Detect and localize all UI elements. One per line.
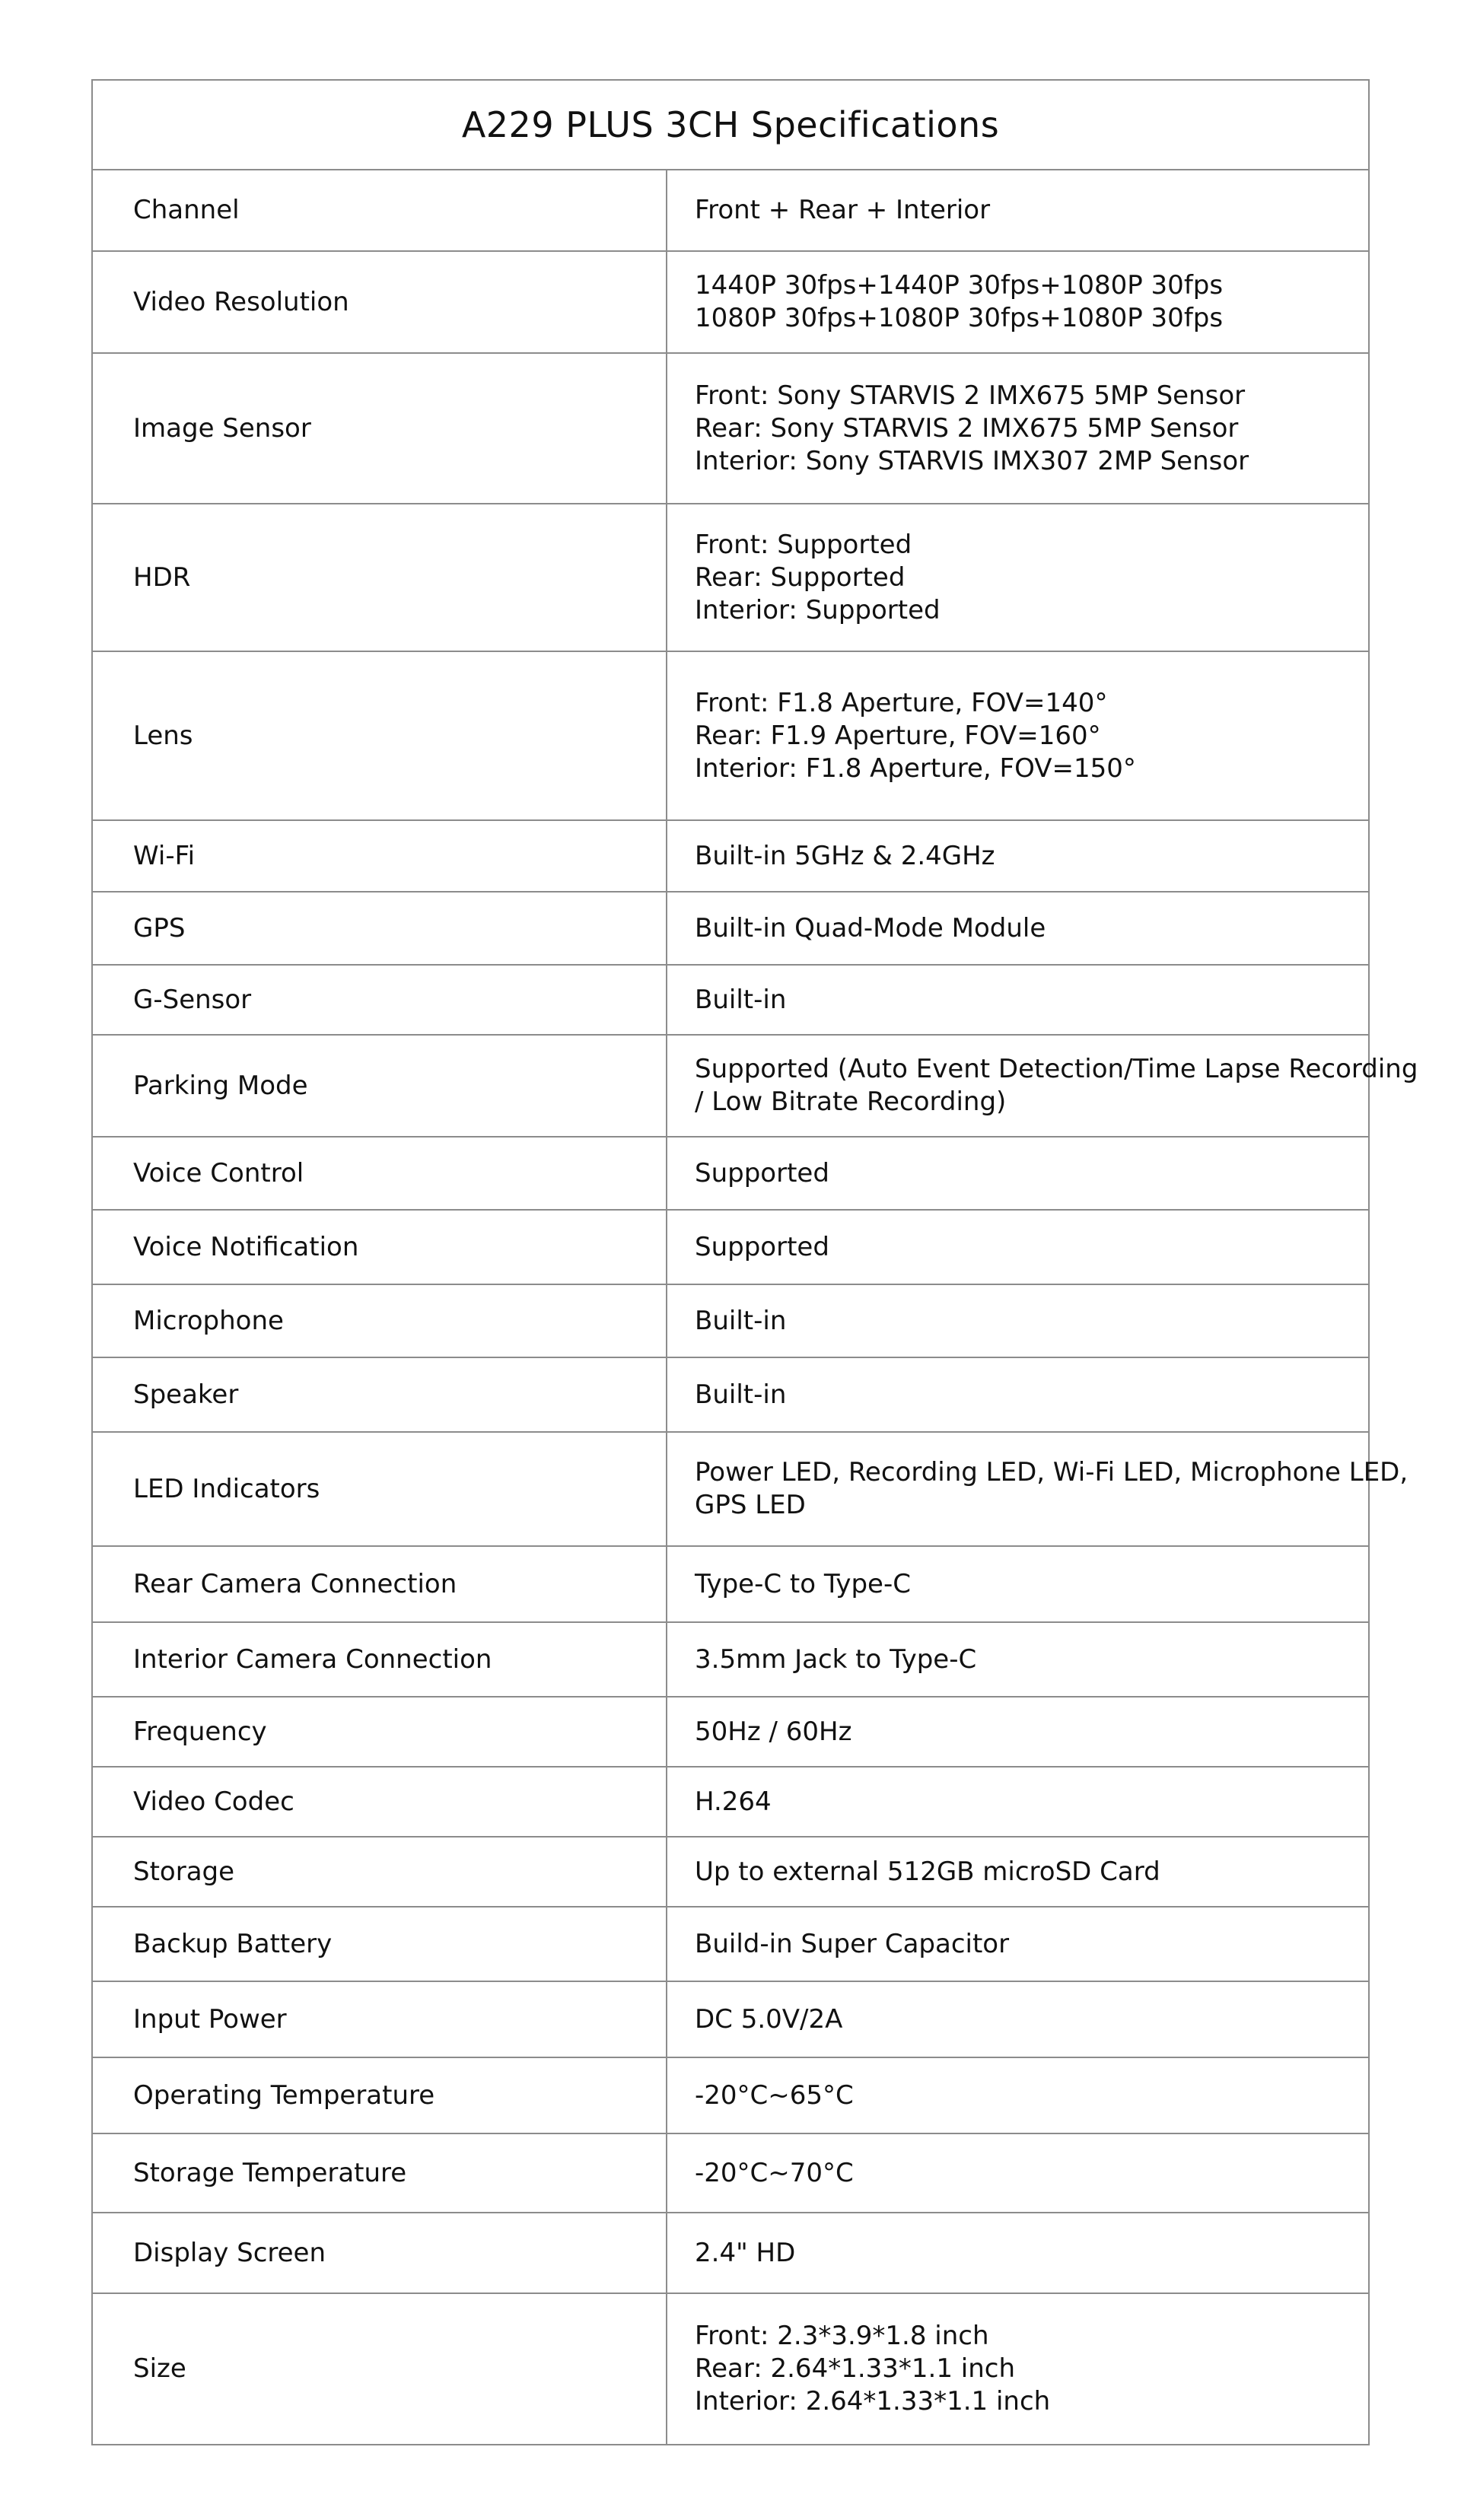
spec-value-line: Supported	[695, 1157, 829, 1188]
table-row	[93, 1981, 1368, 2057]
spec-label: Parking Mode	[93, 1035, 667, 1137]
spec-value	[667, 2293, 1368, 2444]
spec-sheet	[91, 79, 1418, 2445]
spec-value-line: Built-in	[695, 1305, 787, 1336]
table-row	[93, 1035, 1368, 1137]
spec-label: Frequency	[93, 1697, 667, 1767]
spec-value-line: Front: Supported	[695, 529, 912, 560]
spec-value-line: Front: 2.3*3.9*1.8 inch	[695, 2321, 989, 2351]
page-title: A229 PLUS 3CH Specifications	[93, 81, 1368, 170]
spec-label: Voice Notification	[93, 1210, 667, 1284]
spec-value-line: Supported	[695, 1231, 829, 1262]
spec-label: Display Screen	[93, 2213, 667, 2293]
spec-value-line: Interior: F1.8 Aperture, FOV=150°	[695, 752, 1136, 784]
spec-label: Storage Temperature	[93, 2133, 667, 2213]
spec-value	[667, 1432, 1408, 1546]
spec-value-line: DC 5.0V/2A	[695, 2003, 843, 2035]
spec-value	[667, 2057, 1368, 2133]
table-row	[93, 353, 1368, 504]
spec-value	[667, 1697, 1368, 1767]
spec-value	[667, 1137, 1368, 1210]
spec-value-line: Rear: 2.64*1.33*1.1 inch	[695, 2353, 1016, 2384]
spec-value-line: 1440P 30fps+1440P 30fps+1080P 30fps	[695, 270, 1224, 301]
spec-value-line: -20°C~70°C	[695, 2157, 854, 2188]
table-row	[93, 965, 1368, 1035]
spec-value	[667, 1907, 1368, 1981]
spec-value	[667, 2213, 1368, 2293]
spec-value-line: Rear: F1.9 Aperture, FOV=160°	[695, 720, 1101, 751]
spec-value	[667, 1284, 1368, 1357]
spec-label: LED Indicators	[93, 1432, 667, 1546]
spec-value-line: Up to external 512GB microSD Card	[695, 1856, 1160, 1887]
spec-label: Rear Camera Connection	[93, 1546, 667, 1622]
spec-label: Channel	[93, 170, 667, 251]
spec-value	[667, 1357, 1368, 1432]
spec-value-line: Built-in Quad-Mode Module	[695, 912, 1046, 943]
table-row	[93, 170, 1368, 251]
spec-value-line: Rear: Sony STARVIS 2 IMX675 5MP Sensor	[695, 412, 1239, 444]
table-row	[93, 892, 1368, 965]
spec-value	[667, 504, 1368, 651]
table-row	[93, 2133, 1368, 2213]
spec-label: Input Power	[93, 1981, 667, 2057]
spec-value	[667, 965, 1368, 1035]
spec-value-line: Rear: Supported	[695, 562, 906, 593]
table-row	[93, 820, 1368, 892]
table-row	[93, 2213, 1368, 2293]
spec-value-line: Supported (Auto Event Detection/Time Lapse Recording	[695, 1054, 1418, 1084]
spec-value-line: 3.5mm Jack to Type-C	[695, 1643, 977, 1675]
spec-value-line: Front: F1.8 Aperture, FOV=140°	[695, 687, 1108, 718]
table-row	[93, 2293, 1368, 2444]
spec-value	[667, 1837, 1368, 1907]
spec-value	[667, 651, 1368, 820]
spec-value	[667, 251, 1368, 353]
table-row	[93, 2057, 1368, 2133]
spec-value-line: Interior: 2.64*1.33*1.1 inch	[695, 2386, 1051, 2417]
spec-value	[667, 170, 1368, 251]
spec-value-line: Interior: Sony STARVIS IMX307 2MP Sensor	[695, 445, 1249, 476]
spec-value-line: H.264	[695, 1786, 772, 1817]
spec-label: Lens	[93, 651, 667, 820]
table-row	[93, 1284, 1368, 1357]
table-row	[93, 1622, 1368, 1697]
table-row	[93, 504, 1368, 651]
spec-value	[667, 1035, 1418, 1137]
spec-label: Operating Temperature	[93, 2057, 667, 2133]
table-row	[93, 1432, 1368, 1546]
spec-value	[667, 1622, 1368, 1697]
table-row	[93, 1357, 1368, 1432]
spec-label: HDR	[93, 504, 667, 651]
spec-value	[667, 1767, 1368, 1837]
spec-value-line: Built-in	[695, 1379, 787, 1410]
spec-value	[667, 892, 1368, 965]
spec-value-line: 50Hz / 60Hz	[695, 1716, 852, 1747]
spec-value-line: Type-C to Type-C	[695, 1568, 911, 1599]
spec-value-line: -20°C~65°C	[695, 2079, 854, 2111]
spec-label: Interior Camera Connection	[93, 1622, 667, 1697]
spec-value	[667, 2133, 1368, 2213]
spec-value-line: Interior: Supported	[695, 594, 941, 625]
spec-label: Voice Control	[93, 1137, 667, 1210]
table-row	[93, 1210, 1368, 1284]
spec-table	[93, 170, 1418, 2444]
spec-label: Video Resolution	[93, 251, 667, 353]
table-row	[93, 251, 1368, 353]
table-row	[93, 651, 1368, 820]
spec-label: Image Sensor	[93, 353, 667, 504]
spec-label: Video Codec	[93, 1767, 667, 1837]
spec-label: Backup Battery	[93, 1907, 667, 1981]
spec-value-line: Build-in Super Capacitor	[695, 1928, 1010, 1959]
table-row	[93, 1907, 1368, 1981]
spec-value	[667, 353, 1368, 504]
spec-value-line: GPS LED	[695, 1490, 806, 1520]
table-row	[93, 1837, 1368, 1907]
spec-value-line: / Low Bitrate Recording)	[695, 1087, 1007, 1117]
spec-value-line: Power LED, Recording LED, Wi-Fi LED, Microphone LED,	[695, 1457, 1408, 1488]
spec-value	[667, 1981, 1368, 2057]
spec-label: Storage	[93, 1837, 667, 1907]
table-row	[93, 1137, 1368, 1210]
spec-value-line: 2.4" HD	[695, 2237, 796, 2268]
table-row	[93, 1767, 1368, 1837]
spec-value-line: 1080P 30fps+1080P 30fps+1080P 30fps	[695, 303, 1224, 333]
table-row	[93, 1546, 1368, 1622]
spec-value	[667, 1210, 1368, 1284]
spec-label: Speaker	[93, 1357, 667, 1432]
spec-label: G-Sensor	[93, 965, 667, 1035]
spec-value-line: Built-in 5GHz & 2.4GHz	[695, 840, 995, 871]
spec-label: Size	[93, 2293, 667, 2444]
spec-table-body	[93, 170, 1418, 2444]
spec-value	[667, 820, 1368, 892]
spec-label: GPS	[93, 892, 667, 965]
table-row	[93, 1697, 1368, 1767]
spec-value-line: Front + Rear + Interior	[695, 195, 991, 225]
spec-value-line: Built-in	[695, 984, 787, 1015]
spec-value	[667, 1546, 1368, 1622]
spec-label: Microphone	[93, 1284, 667, 1357]
spec-value-line: Front: Sony STARVIS 2 IMX675 5MP Sensor	[695, 380, 1246, 411]
spec-label: Wi-Fi	[93, 820, 667, 892]
